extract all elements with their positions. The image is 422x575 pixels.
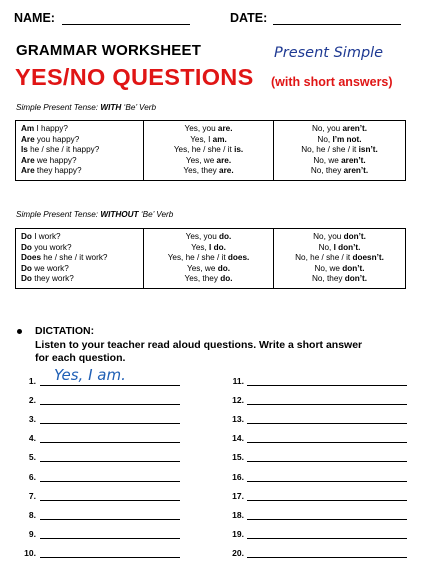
table-row: Yes, you are. [184,124,233,133]
answer-line[interactable] [40,442,180,443]
section-do-label: Simple Present Tense: WITHOUT ‘Be’ Verb [16,210,174,219]
table-row: Yes, we do. [187,263,230,273]
question-number: 20. [232,547,244,558]
answer-line[interactable] [247,538,407,539]
table-row: Yes, they do. [184,274,233,284]
answer-line[interactable] [247,557,407,558]
table-row: Do you work? [21,242,72,252]
question-number: 5. [28,452,36,463]
question-number: 16. [232,471,244,482]
question-number: 17. [232,490,244,501]
table-row: No, they aren’t. [310,166,369,176]
table-row: Do we work? [21,263,69,273]
table-row: No, you aren’t. [311,124,368,133]
be-verb-table [15,120,406,181]
table-row: Is he / she / it happy? [21,145,100,155]
question-number: 7. [28,490,36,501]
yes-answer-column [144,229,274,289]
question-number: 8. [28,509,36,520]
topic-title: Present Simple [274,45,384,61]
question-column [16,121,144,181]
question-number: 10. [24,547,36,558]
table-row: No, I’m not. [317,134,362,144]
table-row: Yes, he / she / it does. [167,253,250,263]
answer-line[interactable] [40,423,180,424]
answer-line[interactable] [247,481,407,482]
question-number: 4. [28,433,36,444]
table-row: Yes, I do. [191,242,226,252]
table-row: No, you don’t. [313,232,366,241]
question-number: 9. [28,528,36,539]
bullet-icon [17,329,22,334]
answer-line[interactable] [247,442,407,443]
table-row: No, I don’t. [318,242,361,252]
question-number: 13. [232,414,244,425]
name-label: NAME: [14,11,55,25]
answer-line[interactable] [40,538,180,539]
table-row: No, he / she / it doesn’t. [295,253,384,263]
answer-line[interactable] [40,481,180,482]
question-number: 3. [28,414,36,425]
table-row: Does he / she / it work? [21,253,108,263]
table-row: Yes, he / she / it is. [173,145,244,155]
question-number: 18. [232,509,244,520]
answer-line[interactable] [40,385,180,386]
table-row: Are you happy? [21,134,80,144]
answer-line[interactable] [247,500,407,501]
handwritten-answer: Yes, I am. [54,366,126,384]
answer-line[interactable] [40,404,180,405]
table-row: Yes, you do. [185,232,232,241]
question-number: 15. [232,452,244,463]
table-row: No, they don’t. [311,274,368,284]
worksheet-title: GRAMMAR WORKSHEET [16,42,202,59]
yes-answer-column [144,121,274,181]
section-be-label: Simple Present Tense: WITH ‘Be’ Verb [16,103,157,112]
date-field[interactable] [273,24,401,25]
table-row: Do I work? [21,232,61,241]
date-label: DATE: [230,11,268,25]
sub-title: (with short answers) [271,75,393,89]
question-number: 6. [28,471,36,482]
answer-line[interactable] [247,461,407,462]
table-row: Yes, they are. [183,166,234,176]
answer-line[interactable] [247,423,407,424]
table-row: Yes, I am. [190,134,227,144]
answer-line[interactable] [40,557,180,558]
question-column [16,229,144,289]
question-number: 14. [232,433,244,444]
do-verb-table [15,228,406,289]
answer-line[interactable] [40,500,180,501]
answer-line[interactable] [247,519,407,520]
table-row: No, we aren’t. [313,155,366,165]
question-number: 2. [28,395,36,406]
table-row: No, we don’t. [314,263,365,273]
answer-line[interactable] [40,461,180,462]
answer-line[interactable] [247,404,407,405]
no-answer-column [274,121,406,181]
question-number: 19. [232,528,244,539]
table-row: Are we happy? [21,155,77,165]
answer-line[interactable] [247,385,407,386]
main-title: YES/NO QUESTIONS [15,64,254,90]
answer-line[interactable] [40,519,180,520]
question-number: 1. [28,376,36,386]
no-answer-column [274,229,406,289]
name-field[interactable] [62,24,190,25]
table-row: Am I happy? [21,124,68,133]
table-row: Are they happy? [21,166,82,176]
table-row: Do they work? [21,274,74,284]
question-number: 12. [232,395,244,406]
table-row: Yes, we are. [185,155,232,165]
dictation-instructions: Listen to your teacher read aloud questions. Write a short answer for each question. [35,339,363,364]
table-row: No, he / she / it isn’t. [301,145,378,155]
question-number: 11. [232,376,244,386]
dictation-heading: DICTATION: [35,325,95,337]
